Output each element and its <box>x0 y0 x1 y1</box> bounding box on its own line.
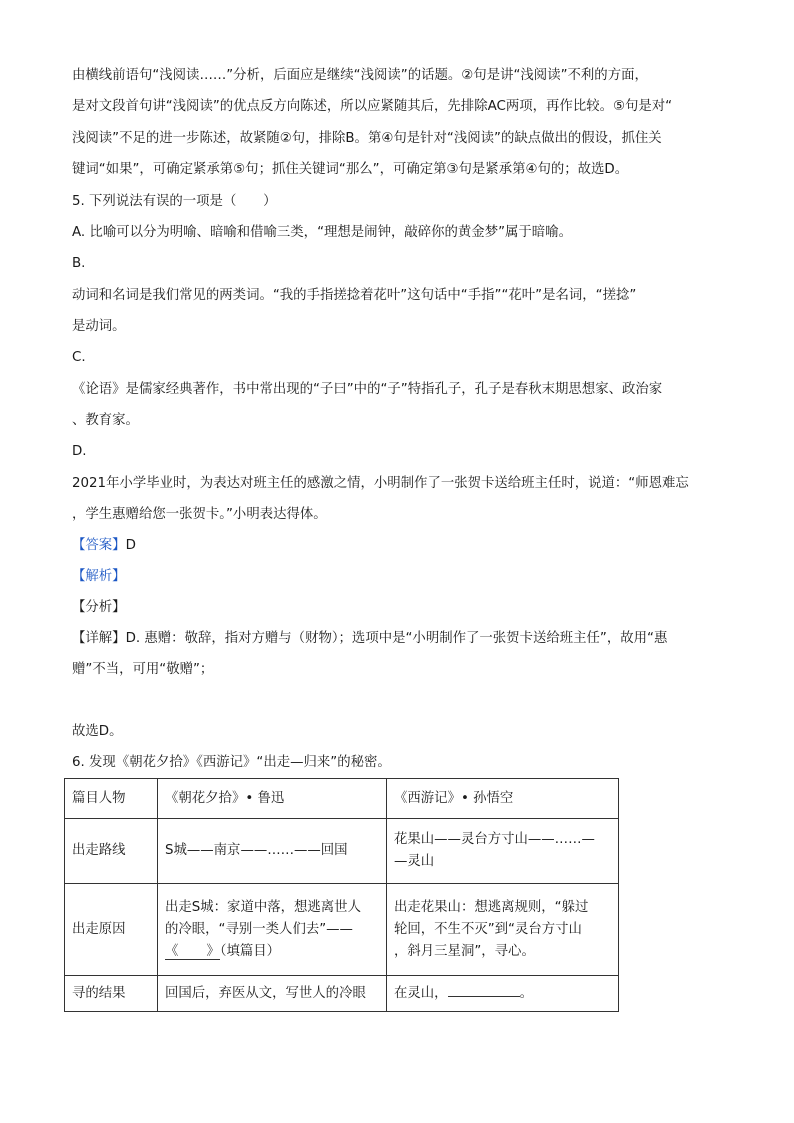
row-label: 出走原因 <box>65 884 158 976</box>
table-cell: 回国后，弃医从文，写世人的冷眼 <box>158 976 387 1012</box>
table-row <box>65 976 619 1012</box>
question-6-stem: 6. 发现《朝花夕拾》《西游记》“出走—归来”的秘密。 <box>72 755 391 770</box>
row-label: 寻的结果 <box>65 976 158 1012</box>
analysis-line: 是对文段首句讲“浅阅读”的优点反方向陈述，所以应紧随其后，先排除AC两项，再作比较。⑤句是对“ <box>72 99 673 114</box>
option-d-text: 2021年小学毕业时，为表达对班主任的感激之情，小明制作了一张贺卡送给班主任时，说道：“师恩难忘 <box>72 476 689 491</box>
question-5-stem: 5. 下列说法有误的一项是（ ） <box>72 194 277 209</box>
table-cell: 出走S城：家道中落，想逃离世人 的冷眼，“寻别一类人们去”—— 《 》（填篇目） <box>158 884 387 976</box>
table-row <box>65 819 619 884</box>
option-c-text: 、教育家。 <box>72 413 139 428</box>
option-d-label: D. <box>72 444 87 459</box>
conclusion: 故选D。 <box>72 724 123 739</box>
answer-blank[interactable] <box>448 982 520 997</box>
table-header-cell: 《朝花夕拾》• 鲁迅 <box>158 779 387 819</box>
option-b-text: 是动词。 <box>72 319 126 334</box>
fenxi-tag: 【分析】 <box>72 600 126 615</box>
analysis-line: 由横线前语句“浅阅读……”分析，后面应是继续“浅阅读”的话题。②句是讲“浅阅读”不利的方面， <box>72 68 648 83</box>
answer-line <box>72 536 722 556</box>
answer-tag: 【答案】 <box>72 538 126 553</box>
option-b-label: B. <box>72 256 86 271</box>
option-b-text: 动词和名词是我们常见的两类词。“我的手指搓捻着花叶”这句话中“手指”“花叶”是名词，“搓捻” <box>72 288 637 303</box>
jiexi-tag: 【解析】 <box>72 569 126 584</box>
detail-line <box>72 629 722 649</box>
comparison-table <box>64 778 619 1012</box>
book-title-blank[interactable]: 《 》 <box>165 943 220 959</box>
option-c-label: C. <box>72 350 86 365</box>
detail-text: D. 惠赠：敬辞，指对方赠与（财物）；选项中是“小明制作了一张贺卡送给班主任”，故用“惠 <box>125 631 668 646</box>
table-row <box>65 779 619 819</box>
detail-text: 赠”不当，可用“敬赠”； <box>72 662 214 677</box>
option-d-text: ，学生惠赠给您一张贺卡。”小明表达得体。 <box>72 507 327 522</box>
table-header-cell: 篇目人物 <box>65 779 158 819</box>
table-cell: S城——南京——……——回国 <box>158 819 387 884</box>
analysis-line: 键词“如果”，可确定紧承第⑤句；抓住关键词“那么”，可确定第③句是紧承第④句的；故选D。 <box>72 162 629 177</box>
table-cell: 出走花果山：想逃离规则，“躲过 轮回，不生不灭”到“灵台方寸山 ，斜月三星洞”，寻心。 <box>387 884 619 976</box>
row-label: 出走路线 <box>65 819 158 884</box>
option-c-text: 《论语》是儒家经典著作，书中常出现的“子曰”中的“子”特指孔子，孔子是春秋末期思想家、政治家 <box>72 382 663 397</box>
table-header-cell: 《西游记》• 孙悟空 <box>387 779 619 819</box>
detail-tag: 【详解】 <box>72 631 126 646</box>
table-cell: 在灵山， 。 <box>387 976 619 1012</box>
table-row <box>65 884 619 976</box>
answer-value: D <box>125 538 136 553</box>
analysis-line: 浅阅读”不足的进一步陈述，故紧随②句，排除B。第④句是针对“浅阅读”的缺点做出的假设，抓住关 <box>72 131 662 146</box>
option-a: A. 比喻可以分为明喻、暗喻和借喻三类，“理想是闹钟，敲碎你的黄金梦”属于暗喻。 <box>72 225 572 240</box>
table-cell: 花果山——灵台方寸山——……— —灵山 <box>387 819 619 884</box>
